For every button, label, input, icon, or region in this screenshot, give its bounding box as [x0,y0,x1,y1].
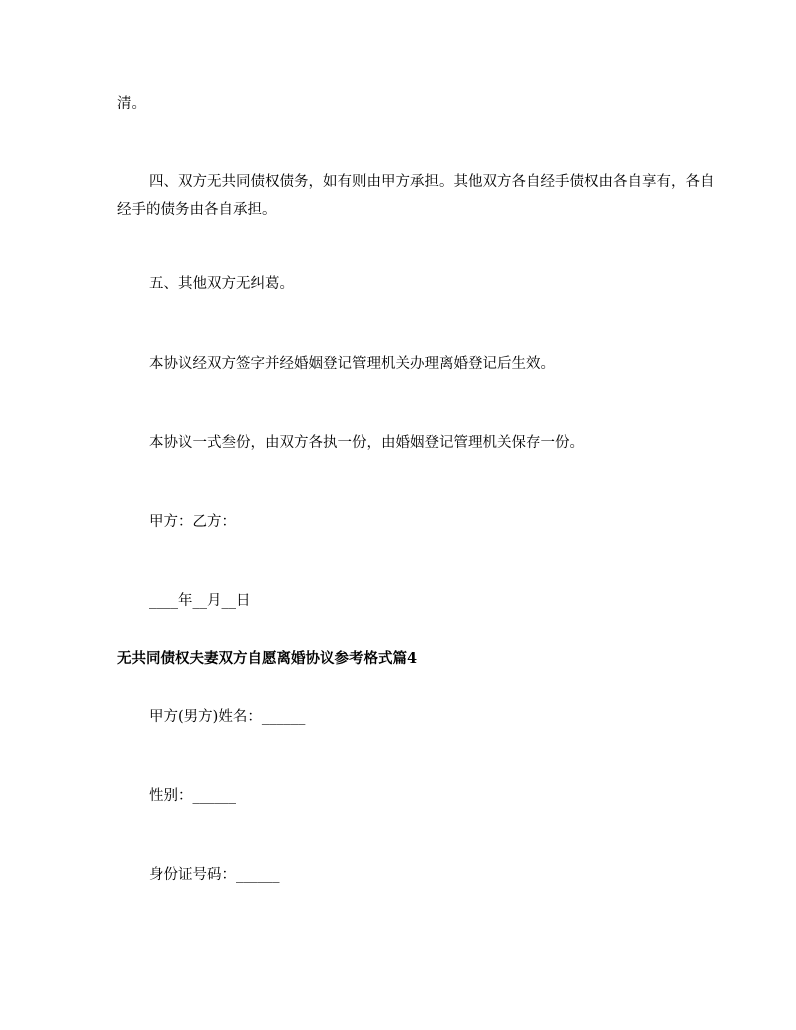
signature-line: 甲方：乙方： [149,514,236,530]
paragraph-copies: 本协议一式叁份，由双方各执一份，由婚姻登记管理机关保存一份。 [149,435,584,451]
paragraph-continuation: 清。 [117,96,146,112]
field-gender: 性别：______ [149,788,236,804]
field-name: 甲方(男方)姓名：______ [149,709,306,725]
section-title: 无共同债权夫妻双方自愿离婚协议参考格式篇4 [117,650,418,667]
date-line: ____年__月__日 [149,593,251,609]
paragraph-clause-5: 五、其他双方无纠葛。 [149,276,294,292]
paragraph-effectiveness: 本协议经双方签字并经婚姻登记管理机关办理离婚登记后生效。 [149,356,555,372]
field-id-number: 身份证号码：______ [149,867,280,883]
paragraph-clause-4: 四、双方无共同债权债务，如有则由甲方承担。其他双方各自经手债权由各自享有，各自经手的债务由各自承担。 [117,174,715,218]
